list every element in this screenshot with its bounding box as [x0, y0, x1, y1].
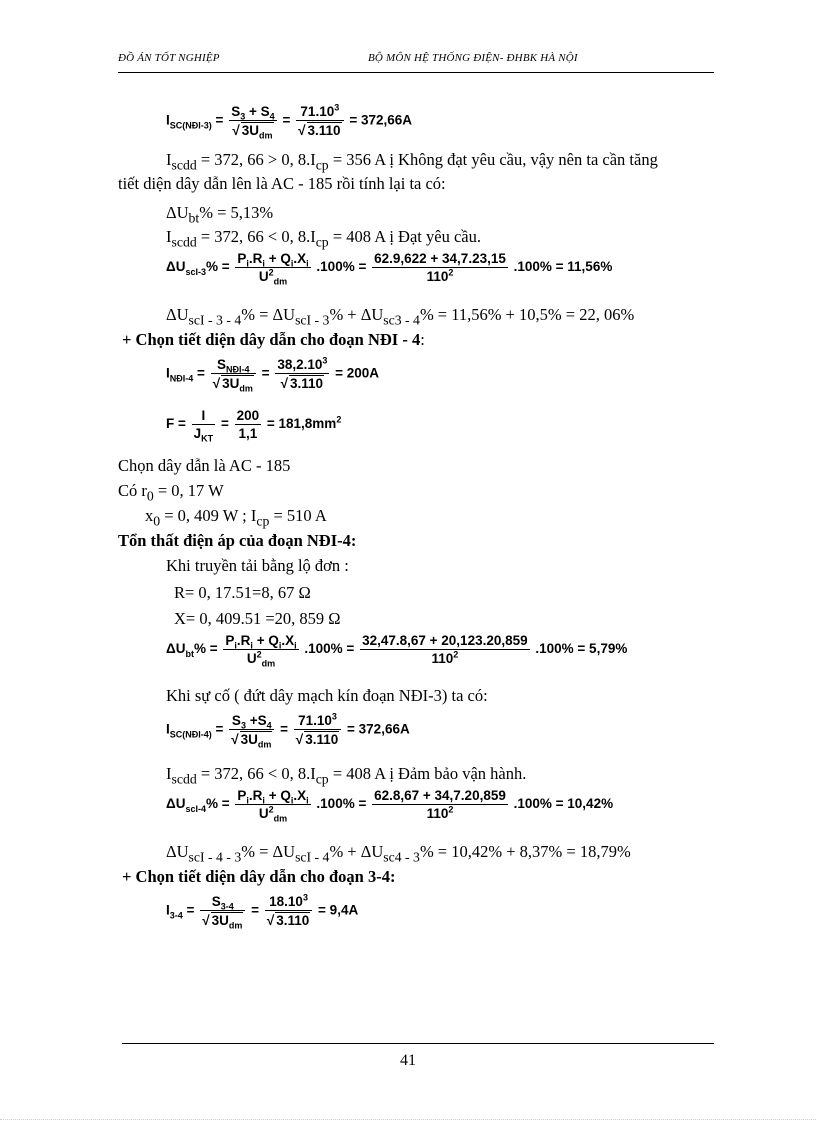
formula-isc-ndi3: $I_{SC(NĐI-3)}$ = $S_3 + S_4$ √ $3U_{dm}$ = $\frac{71.10^3}{√ 3.110}$ = 372,66A [166, 102, 413, 141]
formula-dusc-i3: $\Delta U_{scI-3}\%$ = $\frac{P_i.R_i + Q_i.X_i}{U^2_{dm}}$ .100% = $\frac{62.9,622 + 34,7.23,15}{110^2}$ .100% = 11,56% [166, 251, 613, 287]
text-line: Chọn dây dẫn là AC - 185 [118, 456, 291, 475]
text-line: R= 0, 17.51=8, 67 Ω [174, 583, 311, 602]
section-heading: Tổn thất điện áp của đoạn NĐI-4: [118, 531, 357, 550]
text-line: $\Delta U_{bt}\% = 5,13\%$ [166, 203, 274, 226]
text-line: $I_{scdd} = 372$, 66 > 0, $8.I_{cp} = 356$ A ị Không đạt yêu cầu, vậy nên ta cần tăng [166, 150, 658, 173]
formula-f: F = I $J_{KT}$ = $\frac{200}{1,1}$ = $181,8mm^2$ [166, 408, 342, 444]
formula-dubt: $\Delta U_{bt}\%$ = $\frac{P_i.R_i + Q_i.X_i}{U^2_{dm}}$ .100% = $\frac{32,47.8,67 + 20,123.20,859}{110^2}$ .100% = 5,79% [166, 633, 628, 669]
text-line: X= 0, 409.51 =20, 859 Ω [174, 609, 341, 628]
text-line: Có $r_0 = 0$, 17 W [118, 481, 224, 504]
footer-rule [122, 1043, 714, 1044]
page-header [118, 50, 714, 73]
text-line: $x_0 = 0$, 409 W ; $I_{cp} = 510$ A [145, 506, 327, 529]
text-line: $\Delta U_{scI - 4 - 3}\% = \Delta U_{scI - 4}\% + \Delta U_{sc4 - 3}\% = 10,42\% + 8,37\% = 18,79\%$ [166, 842, 631, 865]
page-edge [0, 1119, 816, 1120]
section-heading: + Chọn tiết diện dây dẫn cho đoạn NĐI - 4: [122, 330, 425, 349]
formula-i34: $I_{3-4}$ = $S_{3-4}$ √ $3U_{dm}$ = $\frac{18.10^3}{√ 3.110}$ = 9,4A [166, 892, 359, 931]
text-line: $\Delta U_{scI - 3 - 4}\% = \Delta U_{scI - 3}\% + \Delta U_{sc3 - 4}\% = 11,56\% + 10,5\% = 22$, 06% [166, 305, 635, 328]
formula-isc-ndi4: $I_{SC(NĐI-4)}$ = $S_3 +S_4$ √ $3U_{dm}$ = $\frac{71.10^3}{√ 3.110}$ = 372,66A [166, 711, 410, 750]
text-line: Khi truyền tải bằng lộ đơn : [166, 556, 349, 575]
header-right: BỘ MÔN HỆ THỐNG ĐIỆN- ĐHBK HÀ NỘI [368, 52, 578, 64]
page-number: 41 [400, 1052, 416, 1069]
formula-dusc-i4: $\Delta U_{scI-4}\%$ = $\frac{P_i.R_i + Q_i.X_i}{U^2_{dm}}$ .100% = $\frac{62.8,67 + 34,7.20,859}{110^2}$ .100% = 10,42% [166, 788, 614, 824]
text-line: $I_{scdd} = 372$, 66 < 0, $8.I_{cp} = 408$ A ị Đạt yêu cầu. [166, 227, 481, 250]
formula-indi4: $I_{NĐI-4}$ = $S_{NĐI-4}$ √ $3U_{dm}$ = $\frac{38,2.10^3}{√ 3.110}$ = 200A [166, 355, 380, 394]
text-line: $I_{scdd} = 372$, 66 < 0, $8.I_{cp} = 408$ A ị Đảm bảo vận hành. [166, 764, 527, 787]
section-heading: + Chọn tiết diện dây dẫn cho đoạn 3-4: [122, 867, 396, 886]
text-line: Khi sự cố ( đứt dây mạch kín đoạn NĐI-3) ta có: [166, 686, 488, 705]
text-line: tiết diện dây dẫn lên là AC - 185 rồi tính lại ta có: [118, 174, 446, 193]
header-left: ĐỒ ÁN TỐT NGHIỆP [118, 52, 220, 64]
